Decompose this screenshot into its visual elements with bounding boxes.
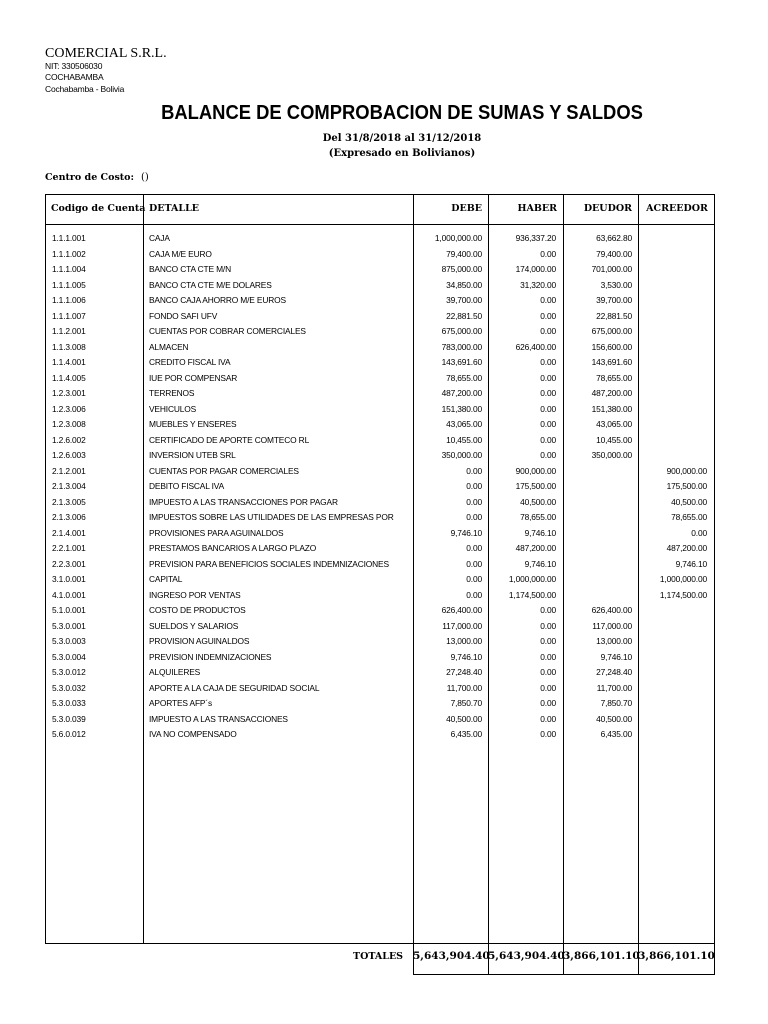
account-detail: BANCO CAJA AHORRO M/E EUROS [149,295,286,305]
deudor-value: 143,691.60 [591,357,632,367]
table-row [46,263,714,279]
debe-value: 487,200.00 [441,388,482,398]
haber-value: 9,746.10 [524,527,556,538]
account-code: 5.1.0.001 [52,605,86,615]
account-code: 1.1.1.004 [52,264,86,274]
total-acreedor: 3,866,101.10 [638,950,715,962]
table-row [46,651,714,667]
haber-value: 0.00 [540,636,556,646]
cost-center-label: Centro de Costo: [45,172,135,183]
haber-value: 174,000.00 [515,264,556,274]
account-code: 2.1.3.006 [52,512,86,522]
haber-value: 487,200.00 [515,543,556,553]
col-header-haber: HABER [517,203,557,214]
col-header-detail: DETALLE [149,203,200,214]
account-code: 1.1.1.002 [52,248,86,259]
haber-value: 0.00 [540,713,556,724]
haber-value: 626,400.00 [515,341,556,352]
account-detail: BANCO CTA CTE M/E DOLARES [149,279,272,290]
acreedor-value: 1,000,000.00 [659,574,707,584]
haber-value: 0.00 [540,326,556,336]
account-code: 1.2.3.006 [52,403,86,414]
haber-value: 0.00 [540,698,556,708]
account-code: 1.1.1.001 [52,233,86,243]
acreedor-value: 1,174,500.00 [659,589,707,600]
account-code: 5.3.0.003 [52,636,86,646]
account-detail: CAPITAL [149,574,183,584]
debe-value: 151,380.00 [441,403,482,414]
account-code: 2.1.3.004 [52,481,86,491]
col-header-acreedor: ACREEDOR [646,203,708,214]
account-detail: CAJA M/E EURO [149,248,212,259]
debe-value: 7,850.70 [450,698,482,708]
deudor-value: 9,746.10 [600,651,632,662]
debe-value: 626,400.00 [441,605,482,615]
table-row [46,527,714,543]
report-currency: (Expresado en Bolivianos) [328,148,476,159]
haber-value: 0.00 [540,651,556,662]
haber-value: 0.00 [540,434,556,445]
table-row [46,558,714,574]
account-detail: FONDO SAFI UFV [149,310,218,321]
table-row [46,356,714,372]
haber-value: 900,000.00 [515,465,556,476]
haber-value: 0.00 [540,620,556,631]
account-code: 5.3.0.033 [52,698,86,708]
table-row [46,713,714,729]
deudor-value: 11,700.00 [596,682,632,693]
deudor-value: 6,435.00 [600,729,632,739]
debe-value: 0.00 [466,512,482,522]
total-haber: 5,643,904.40 [488,950,565,962]
deudor-value: 151,380.00 [591,403,632,414]
account-detail: APORTE A LA CAJA DE SEGURIDAD SOCIAL [149,682,320,693]
deudor-value: 13,000.00 [596,636,632,646]
account-code: 1.1.1.005 [52,279,86,290]
table-row [46,325,714,341]
account-code: 1.1.4.005 [52,372,86,383]
debe-value: 9,746.10 [450,651,482,662]
table-row [46,542,714,558]
table-row [46,682,714,698]
debe-value: 13,000.00 [446,636,482,646]
table-row [46,480,714,496]
haber-value: 175,500.00 [515,481,556,491]
haber-value: 0.00 [540,372,556,383]
table-row [46,403,714,419]
haber-value: 40,500.00 [520,496,556,507]
debe-value: 675,000.00 [441,326,482,336]
haber-value: 78,655.00 [520,512,556,522]
table-body [46,232,714,744]
acreedor-value: 0.00 [691,527,707,538]
acreedor-value: 40,500.00 [671,496,707,507]
account-detail: CUENTAS POR COBRAR COMERCIALES [149,326,306,336]
debe-value: 78,655.00 [446,372,482,383]
debe-value: 875,000.00 [441,264,482,274]
account-code: 2.1.3.005 [52,496,86,507]
deudor-value: 626,400.00 [591,605,632,615]
haber-value: 9,746.10 [524,558,556,569]
account-detail: ALQUILERES [149,667,201,677]
account-code: 5.3.0.012 [52,667,86,677]
totals-label: TOTALES [353,951,404,962]
account-detail: IMPUESTOS SOBRE LAS UTILIDADES DE LAS EMPRESAS POR [149,512,394,522]
haber-value: 1,174,500.00 [508,589,556,600]
col-header-deudor: DEUDOR [583,203,632,214]
account-detail: INVERSION UTEB SRL [149,450,236,460]
account-detail: CREDITO FISCAL IVA [149,357,231,367]
haber-value: 1,000,000.00 [508,574,556,584]
debe-value: 10,455.00 [446,434,482,445]
debe-value: 11,700.00 [446,682,482,693]
account-detail: PROVISIONES PARA AGUINALDOS [149,527,284,538]
account-code: 1.1.2.001 [52,326,86,336]
haber-value: 0.00 [540,667,556,677]
account-detail: CUENTAS POR PAGAR COMERCIALES [149,465,299,476]
total-deudor: 3,866,101.10 [563,950,640,962]
table-row [46,666,714,682]
table-row [46,697,714,713]
account-code: 1.2.6.003 [52,450,86,460]
table-row [46,434,714,450]
deudor-value: 487,200.00 [591,388,632,398]
account-code: 2.1.4.001 [52,527,86,538]
haber-value: 0.00 [540,729,556,739]
table-row [46,573,714,589]
haber-value: 0.00 [540,450,556,460]
account-detail: IUE POR COMPENSAR [149,372,238,383]
debe-value: 0.00 [466,543,482,553]
deudor-value: 3,530.00 [600,279,632,290]
deudor-value: 350,000.00 [591,450,632,460]
account-detail: SUELDOS Y SALARIOS [149,620,239,631]
debe-value: 0.00 [466,481,482,491]
col-header-debe: DEBE [451,203,482,214]
table-row [46,728,714,744]
company-city: COCHABAMBA [45,72,104,82]
table-row [46,294,714,310]
deudor-value: 156,600.00 [591,341,632,352]
table-row [46,449,714,465]
account-code: 1.2.3.001 [52,388,86,398]
col-header-code: Codigo de Cuenta [51,203,146,214]
account-code: 1.1.4.001 [52,357,86,367]
debe-value: 6,435.00 [450,729,482,739]
deudor-value: 7,850.70 [600,698,632,708]
account-detail: IVA NO COMPENSADO [149,729,237,739]
deudor-value: 10,455.00 [596,434,632,445]
account-code: 1.1.1.006 [52,295,86,305]
account-detail: CERTIFICADO DE APORTE COMTECO RL [149,434,310,445]
table-row [46,465,714,481]
table-row [46,372,714,388]
account-detail: VEHICULOS [149,403,197,414]
deudor-value: 117,000.00 [592,620,632,631]
account-detail: IMPUESTO A LAS TRANSACCIONES POR PAGAR [149,496,338,507]
account-code: 2.2.3.001 [52,558,86,569]
account-detail: DEBITO FISCAL IVA [149,481,225,491]
cost-center-value: () [141,172,149,183]
haber-value: 0.00 [540,605,556,615]
debe-value: 1,000,000.00 [434,233,482,243]
haber-value: 0.00 [540,682,556,693]
debe-value: 27,248.40 [446,667,482,677]
account-detail: CAJA [149,233,170,243]
debe-value: 783,000.00 [441,341,482,352]
deudor-value: 40,500.00 [596,713,632,724]
acreedor-value: 78,655.00 [671,512,707,522]
account-code: 5.3.0.004 [52,651,86,662]
account-code: 1.1.3.008 [52,341,86,352]
account-detail: BANCO CTA CTE M/N [149,264,231,274]
deudor-value: 27,248.40 [596,667,632,677]
haber-value: 936,337.20 [515,233,556,243]
company-nit: NIT: 330506030 [45,61,103,71]
acreedor-value: 487,200.00 [666,543,707,553]
haber-value: 0.00 [540,248,556,259]
table-row [46,232,714,248]
account-code: 1.2.6.002 [52,434,86,445]
deudor-value: 63,662.80 [596,233,632,243]
account-code: 5.3.0.001 [52,620,86,631]
debe-value: 117,000.00 [442,620,482,631]
debe-value: 43,065.00 [446,419,482,429]
haber-value: 31,320.00 [520,279,556,290]
account-code: 5.3.0.032 [52,682,86,693]
debe-value: 40,500.00 [446,713,482,724]
debe-value: 0.00 [466,574,482,584]
deudor-value: 78,655.00 [596,372,632,383]
table-row [46,604,714,620]
deudor-value: 39,700.00 [596,295,632,305]
deudor-value: 43,065.00 [596,419,632,429]
table-row [46,341,714,357]
table-row [46,496,714,512]
deudor-value: 79,400.00 [596,248,632,259]
account-code: 2.1.2.001 [52,465,86,476]
account-detail: ALMACEN [149,341,189,352]
account-code: 5.3.0.039 [52,713,86,724]
acreedor-value: 175,500.00 [666,481,707,491]
account-code: 3.1.0.001 [52,574,86,584]
table-row [46,635,714,651]
table-row [46,620,714,636]
table-row [46,279,714,295]
account-detail: PREVISION INDEMNIZACIONES [149,651,272,662]
debe-value: 350,000.00 [441,450,482,460]
account-code: 2.2.1.001 [52,543,86,553]
deudor-value: 701,000.00 [591,264,632,274]
report-title: BALANCE DE COMPROBACION DE SUMAS Y SALDOS [161,102,643,124]
debe-value: 34,850.00 [446,279,482,290]
acreedor-value: 900,000.00 [666,465,707,476]
debe-value: 79,400.00 [446,248,482,259]
haber-value: 0.00 [540,295,556,305]
account-detail: INGRESO POR VENTAS [149,589,241,600]
debe-value: 39,700.00 [446,295,482,305]
debe-value: 0.00 [466,558,482,569]
table-row [46,511,714,527]
account-detail: COSTO DE PRODUCTOS [149,605,246,615]
haber-value: 0.00 [540,419,556,429]
acreedor-value: 9,746.10 [675,558,707,569]
account-detail: APORTES AFP´s [149,698,213,708]
report-period: Del 31/8/2018 al 31/12/2018 [322,133,482,144]
account-detail: IMPUESTO A LAS TRANSACCIONES [149,713,288,724]
account-detail: PRESTAMOS BANCARIOS A LARGO PLAZO [149,543,317,553]
table-row [46,387,714,403]
debe-value: 143,691.60 [441,357,482,367]
account-detail: MUEBLES Y ENSERES [149,419,237,429]
account-detail: TERRENOS [149,388,195,398]
account-code: 4.1.0.001 [52,589,86,600]
table-row [46,418,714,434]
company-name: COMERCIAL S.R.L. [45,46,167,61]
haber-value: 0.00 [540,403,556,414]
debe-value: 0.00 [466,496,482,507]
account-code: 5.6.0.012 [52,729,86,739]
deudor-value: 675,000.00 [591,326,632,336]
haber-value: 0.00 [540,310,556,321]
company-location: Cochabamba - Bolivia [45,84,125,94]
table-row [46,248,714,264]
table-row [46,310,714,326]
account-code: 1.2.3.008 [52,419,86,429]
account-detail: PREVISION PARA BENEFICIOS SOCIALES INDEMNIZACIONES [149,558,389,569]
account-code: 1.1.1.007 [52,310,86,321]
debe-value: 0.00 [466,589,482,600]
haber-value: 0.00 [540,388,556,398]
haber-value: 0.00 [540,357,556,367]
table-row [46,589,714,605]
total-debe: 5,643,904.40 [413,950,490,962]
account-detail: PROVISION AGUINALDOS [149,636,250,646]
debe-value: 22,881.50 [446,310,482,321]
deudor-value: 22,881.50 [596,310,632,321]
debe-value: 9,746.10 [450,527,482,538]
debe-value: 0.00 [466,465,482,476]
